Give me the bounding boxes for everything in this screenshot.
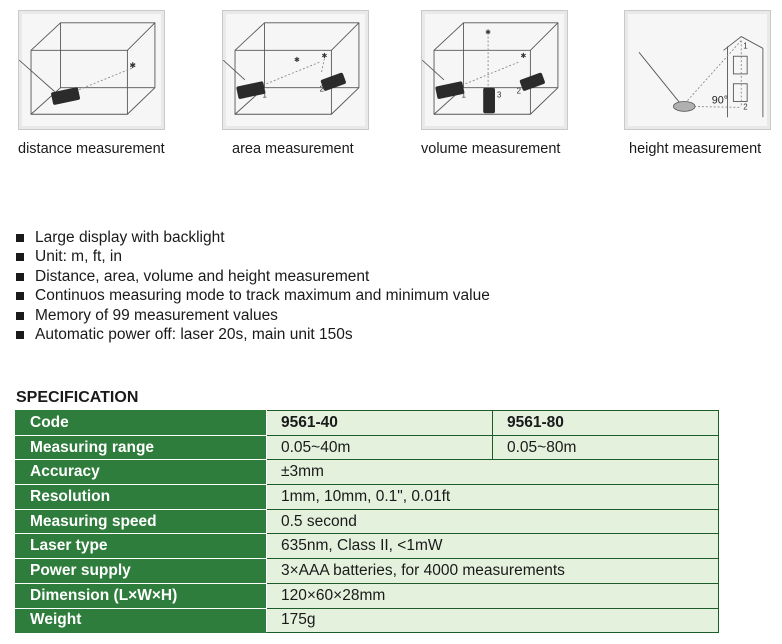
distance-illustration: [18, 10, 165, 130]
svg-text:✱: ✱: [129, 61, 136, 71]
table-row: [16, 411, 719, 436]
marker-1-label: 1: [262, 90, 267, 100]
area-measurement-icon: [223, 11, 368, 129]
area-illustration: [222, 10, 369, 130]
square-bullet-icon: [16, 331, 24, 339]
feature-item: [16, 325, 490, 344]
marker-2-label: 2: [743, 102, 748, 112]
height-illustration: [624, 10, 771, 130]
spec-label: Laser type: [16, 534, 267, 559]
spec-value: ±3mm: [267, 460, 719, 485]
feature-text: Distance, area, volume and height measurement: [35, 267, 370, 285]
table-row: [16, 485, 719, 510]
square-bullet-icon: [16, 253, 24, 261]
spec-value: 635nm, Class II, <1mW: [267, 534, 719, 559]
spec-value: 0.5 second: [267, 509, 719, 534]
spec-label: Resolution: [16, 485, 267, 510]
marker-2-label: 2: [516, 86, 521, 96]
marker-3-label: 3: [496, 90, 502, 100]
feature-text: Unit: m, ft, in: [35, 248, 122, 266]
spec-label: Accuracy: [16, 460, 267, 485]
marker-2-label: 2: [319, 84, 324, 94]
feature-item: [16, 306, 490, 325]
spec-label: Dimension (L×W×H): [16, 583, 267, 608]
table-row: [16, 509, 719, 534]
square-bullet-icon: [16, 292, 24, 300]
spec-value: 0.05~40m: [267, 435, 493, 460]
svg-text:✱: ✱: [321, 53, 328, 61]
spec-value: 3×AAA batteries, for 4000 measurements: [267, 559, 719, 584]
height-measurement-icon: [625, 11, 770, 129]
table-row: [16, 608, 719, 633]
marker-1-label: 1: [743, 41, 748, 51]
table-row: [16, 559, 719, 584]
feature-text: Large display with backlight: [35, 229, 225, 246]
marker-1-label: 1: [461, 90, 466, 100]
illustration-caption: height measurement: [629, 141, 762, 157]
specification-table: [15, 410, 719, 633]
svg-text:✱: ✱: [485, 29, 491, 37]
specification-title: SPECIFICATION: [16, 389, 139, 406]
volume-illustration: [421, 10, 568, 130]
square-bullet-icon: [16, 273, 24, 281]
spec-label: Measuring speed: [16, 509, 267, 534]
spec-value: 175g: [267, 608, 719, 633]
square-bullet-icon: [16, 312, 24, 320]
angle-label: 90°: [711, 94, 729, 107]
feature-item: [16, 286, 490, 305]
illustration-caption: distance measurement: [18, 141, 165, 157]
model-code: 9561-80: [493, 411, 719, 436]
spec-label: Weight: [16, 608, 267, 633]
illustration-caption: volume measurement: [421, 141, 561, 157]
feature-list: [16, 228, 490, 344]
volume-measurement-icon: [422, 11, 567, 129]
distance-measurement-icon: [19, 11, 164, 129]
table-row: [16, 460, 719, 485]
spec-value: 120×60×28mm: [267, 583, 719, 608]
feature-item: [16, 247, 490, 266]
illustration-caption: area measurement: [232, 141, 354, 157]
spec-label: Code: [16, 411, 267, 436]
feature-text: Automatic power off: laser 20s, main unit 150s: [35, 326, 353, 344]
feature-text: Continuos measuring mode to track maximum and minimum value: [35, 287, 490, 305]
svg-text:✱: ✱: [520, 53, 527, 61]
feature-text: Memory of 99 measurement values: [35, 306, 278, 324]
feature-item: [16, 267, 490, 286]
model-code: 9561-40: [267, 411, 493, 436]
square-bullet-icon: [16, 234, 24, 242]
feature-item: [16, 228, 490, 247]
table-row: [16, 583, 719, 608]
table-row: [16, 435, 719, 460]
spec-value: 1mm, 10mm, 0.1", 0.01ft: [267, 485, 719, 510]
spec-label: Power supply: [16, 559, 267, 584]
svg-text:✱: ✱: [294, 57, 300, 65]
spec-label: Measuring range: [16, 435, 267, 460]
spec-value: 0.05~80m: [493, 435, 719, 460]
table-row: [16, 534, 719, 559]
